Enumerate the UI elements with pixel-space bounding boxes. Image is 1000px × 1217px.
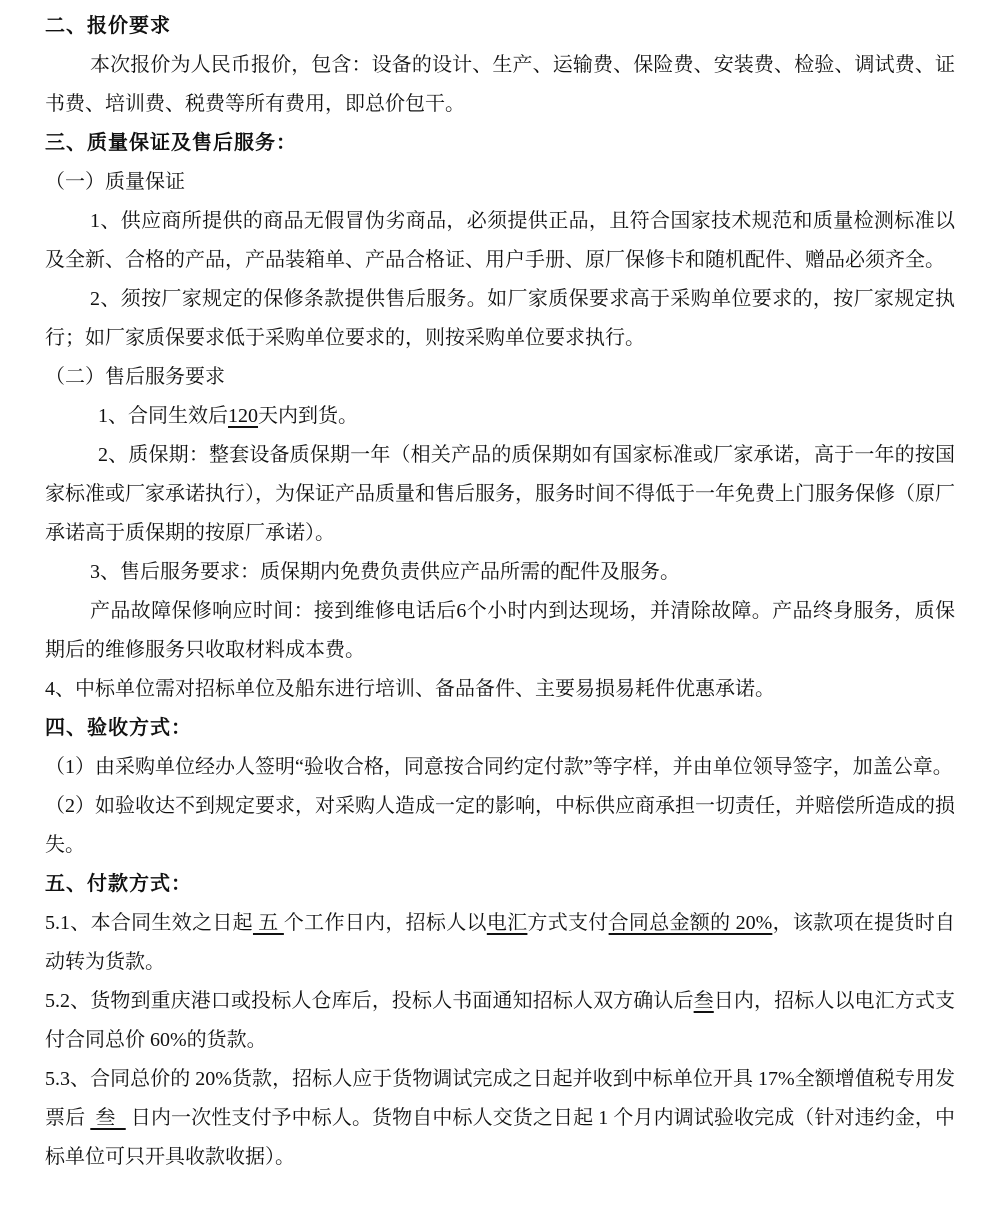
paragraph — [45, 670, 955, 709]
paragraph — [45, 748, 955, 787]
paragraph — [45, 202, 955, 280]
underlined-text: 合同总金额的 20% — [608, 912, 773, 934]
underlined-text: 叁 — [693, 990, 714, 1012]
text-run: 二、报价要求 — [45, 15, 171, 37]
text-run: （2）如验收达不到规定要求，对采购人造成一定的影响，中标供应商承担一切责任，并赔偿所造成的损失。 — [45, 795, 955, 856]
section-heading — [45, 124, 955, 163]
text-run: 四、验收方式： — [45, 717, 192, 739]
text-run: 1、供应商所提供的商品无假冒伪劣商品，必须提供正品，且符合国家技术规范和质量检测标准以及全新、合格的产品，产品装箱单、产品合格证、用户手册、原厂保修卡和随机配件、赠品必须齐全。 — [45, 210, 955, 271]
section-heading — [45, 865, 955, 904]
text-run: 2、须按厂家规定的保修条款提供售后服务。如厂家质保要求高于采购单位要求的，按厂家规定执行；如厂家质保要求低于采购单位要求的，则按采购单位要求执行。 — [45, 288, 955, 349]
text-run: 个工作日内，招标人以 — [283, 912, 487, 934]
paragraph — [45, 358, 955, 397]
paragraph — [45, 280, 955, 358]
text-run: 2、质保期：整套设备质保期一年（相关产品的质保期如有国家标准或厂家承诺，高于一年的按国家标准或厂家承诺执行），为保证产品质量和售后服务，服务时间不得低于一年免费上门服务保修（原厂承诺高于质保期的按原厂承诺）。 — [45, 444, 955, 544]
text-run: 日内，招标人以电汇方式支付合同总价 60%的货款。 — [45, 990, 956, 1051]
text-run: 5.1、本合同生效之日起 — [45, 912, 253, 934]
paragraph — [45, 553, 955, 592]
paragraph — [45, 46, 955, 124]
underlined-text: 五 — [252, 912, 284, 934]
underlined-text: 电汇 — [486, 912, 528, 934]
section-heading — [45, 7, 955, 46]
text-run: 4、中标单位需对招标单位及船东进行培训、备品备件、主要易损易耗件优惠承诺。 — [45, 678, 775, 700]
text-run: 五、付款方式： — [45, 873, 192, 895]
paragraph — [45, 904, 955, 982]
text-run: 1、合同生效后 — [98, 405, 228, 427]
text-run: ，该款项在提货时自动转为货款。 — [45, 912, 956, 973]
paragraph — [45, 163, 955, 202]
text-run: （1）由采购单位经办人签明“验收合格，同意按合同约定付款”等字样，并由单位领导签字，加盖公章。 — [45, 756, 953, 778]
text-run: 5.2、货物到重庆港口或投标人仓库后，投标人书面通知招标人双方确认后 — [45, 990, 694, 1012]
text-run: 产品故障保修响应时间：接到维修电话后6个小时内到达现场，并清除故障。产品终身服务，质保期后的维修服务只收取材料成本费。 — [45, 600, 955, 661]
paragraph — [45, 436, 955, 553]
paragraph — [45, 1060, 955, 1177]
paragraph — [45, 397, 955, 436]
text-run: 三、质量保证及售后服务： — [45, 132, 297, 154]
text-run: 天内到货。 — [258, 405, 358, 427]
text-run: （一）质量保证 — [45, 171, 185, 193]
text-run: 本次报价为人民币报价，包含：设备的设计、生产、运输费、保险费、安装费、检验、调试费、证书费、培训费、税费等所有费用，即总价包干。 — [45, 54, 955, 115]
text-run: 方式支付 — [527, 912, 609, 934]
text-run: 3、售后服务要求：质保期内免费负责供应产品所需的配件及服务。 — [90, 561, 680, 583]
text-run: 日内一次性支付予中标人。货物自中标人交货之日起 1 个月内调试验收完成（针对违约金，中标单位可只开具收款收据）。 — [45, 1107, 956, 1168]
paragraph — [45, 982, 955, 1060]
underlined-text: 叁 — [90, 1107, 126, 1129]
section-heading — [45, 709, 955, 748]
paragraph — [45, 787, 955, 865]
text-run: 5.3、合同总价的 20%货款，招标人应于货物调试完成之日起并收到中标单位开具 17%全额增值税专用发票后 — [45, 1068, 955, 1129]
paragraph — [45, 592, 955, 670]
underlined-text: 120 — [228, 405, 258, 427]
text-run: （二）售后服务要求 — [45, 366, 225, 388]
